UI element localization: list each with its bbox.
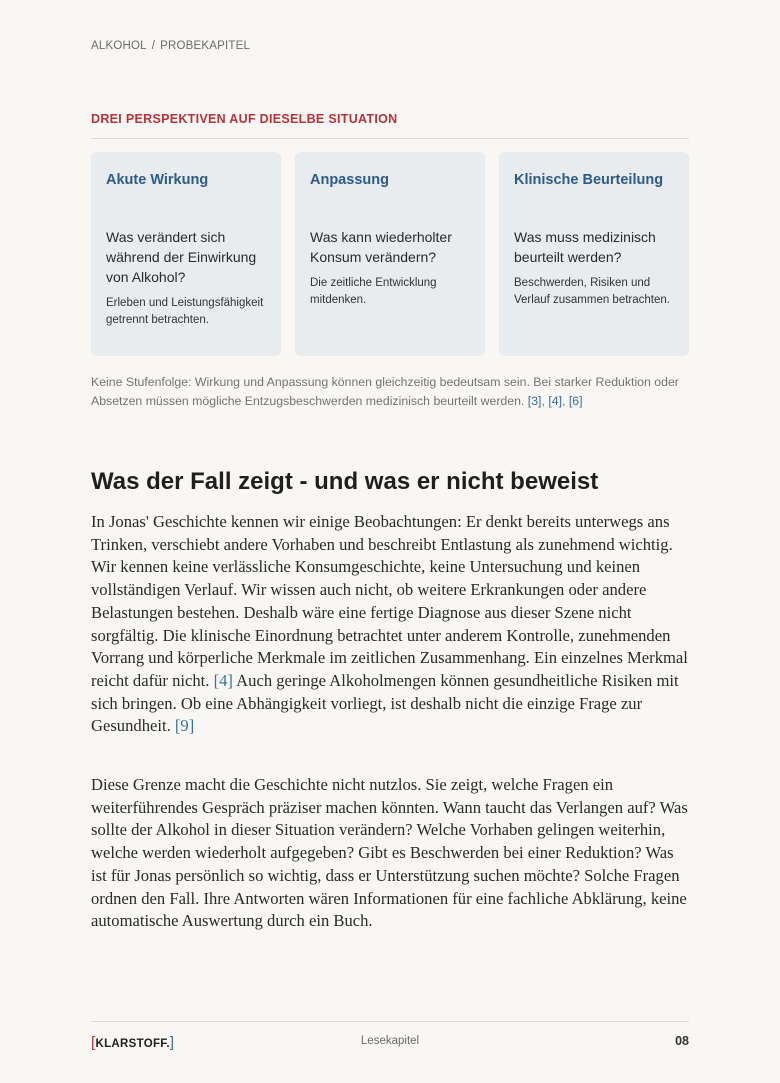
caption-text: Keine Stufenfolge: Wirkung und Anpassung können gleichzeitig bedeutsam sein. Bei starker Reduktion oder Absetzen müssen mögliche Entzugsbeschwerden medizinisch beurteilt werden. (91, 375, 679, 408)
breadcrumb (91, 40, 250, 52)
reference-link-9[interactable]: [9] (174, 716, 195, 736)
body-paragraph-1 (91, 511, 691, 738)
card-note: Erleben und Leistungsfähigkeit getrennt betrachten. (106, 297, 264, 326)
reference-link-6[interactable]: [6] (568, 393, 583, 408)
breadcrumb-item-probekapitel: PROBEKAPITEL (160, 40, 251, 52)
card-question: Was muss medizinisch beurteilt werden? (514, 229, 656, 265)
card-note: Die zeitliche Entwicklung mitdenken. (310, 277, 437, 306)
card-question: Was kann wiederholter Konsum verändern? (310, 229, 452, 265)
section-divider (91, 138, 689, 139)
logo-bracket-open: [ (91, 1034, 96, 1051)
card-akute-wirkung (91, 152, 281, 356)
card-title: Anpassung (310, 172, 389, 188)
footer-divider (91, 1021, 689, 1022)
card-title: Akute Wirkung (106, 172, 209, 188)
reference-link-4[interactable]: [4] (548, 393, 562, 408)
card-anpassung (295, 152, 485, 356)
reference-separator: , (562, 393, 566, 408)
reference-separator: , (541, 393, 545, 408)
section-label: DREI PERSPEKTIVEN AUF DIESELBE SITUATION (91, 112, 398, 126)
card-klinische-beurteilung (499, 152, 689, 356)
page-number: 08 (675, 1034, 689, 1048)
body-paragraph-2: Diese Grenze macht die Geschichte nicht nutzlos. Sie zeigt, welche Fragen ein weiterführendes Gespräch präziser machen könnten. Wann taucht das Verlangen auf? Was sollte der Alkohol in dieser Situation verändern? Welche Vorhaben gelingen weiterhin, welche werden wiederholt aufgegeben? Gibt es Beschwerden bei einer Reduktion? Was ist für Jonas persönlich so wichtig, dass er Unterstützung suchen möchte? Solche Fragen ordnen den Fall. Ihre Antworten wären Informationen für eine fachliche Abklärung, keine automatische Auswertung durch ein Buch. (91, 775, 688, 931)
perspective-cards (91, 152, 689, 356)
card-note: Beschwerden, Risiken und Verlauf zusammen betrachten. (514, 277, 670, 306)
reference-link-4[interactable]: [4] (213, 670, 233, 690)
logo-text: KLARSTOFF. (95, 1038, 170, 1050)
breadcrumb-separator: / (151, 40, 156, 52)
figure-caption (91, 373, 691, 410)
card-question: Was verändert sich während der Einwirkung von Alkohol? (106, 229, 257, 285)
card-title: Klinische Beurteilung (514, 172, 664, 188)
breadcrumb-item-alkohol[interactable]: ALKOHOL (91, 40, 147, 52)
reference-link-3[interactable]: [3] (527, 393, 542, 408)
paragraph-text: In Jonas' Geschichte kennen wir einige Beobachtungen: Er denkt bereits unterwegs ans Trinken, verschiebt andere Vorhaben und beschreibt Entlastung als zunehmend wichtig. Wir kennen keine verlässliche Konsumgeschichte, keine Untersuchung und keinen vollständigen Verlauf. Wir wissen auch nicht, ob weitere Erkrankungen oder andere Belastungen bestehen. Deshalb wäre eine fertige Diagnose aus dieser Szene nicht sorgfältig. Die klinische Einordnung betrachtet unter anderem Kontrolle, zunehmenden Vorrang und körperliche Merkmale im zeitlichen Zusammenhang. Ein einzelnes Merkmal reicht dafür nicht. (91, 512, 688, 690)
logo-bracket-close: ] (169, 1034, 175, 1051)
footer-label: Lesekapitel (360, 1035, 420, 1047)
paragraph-text: Auch geringe Alkoholmengen können gesundheitliche Risiken mit sich bringen. Ob eine Abhängigkeit vorliegt, ist deshalb nicht die einzige Frage zur Gesundheit. (91, 670, 679, 736)
section-heading: Was der Fall zeigt - und was er nicht beweist (91, 468, 599, 495)
